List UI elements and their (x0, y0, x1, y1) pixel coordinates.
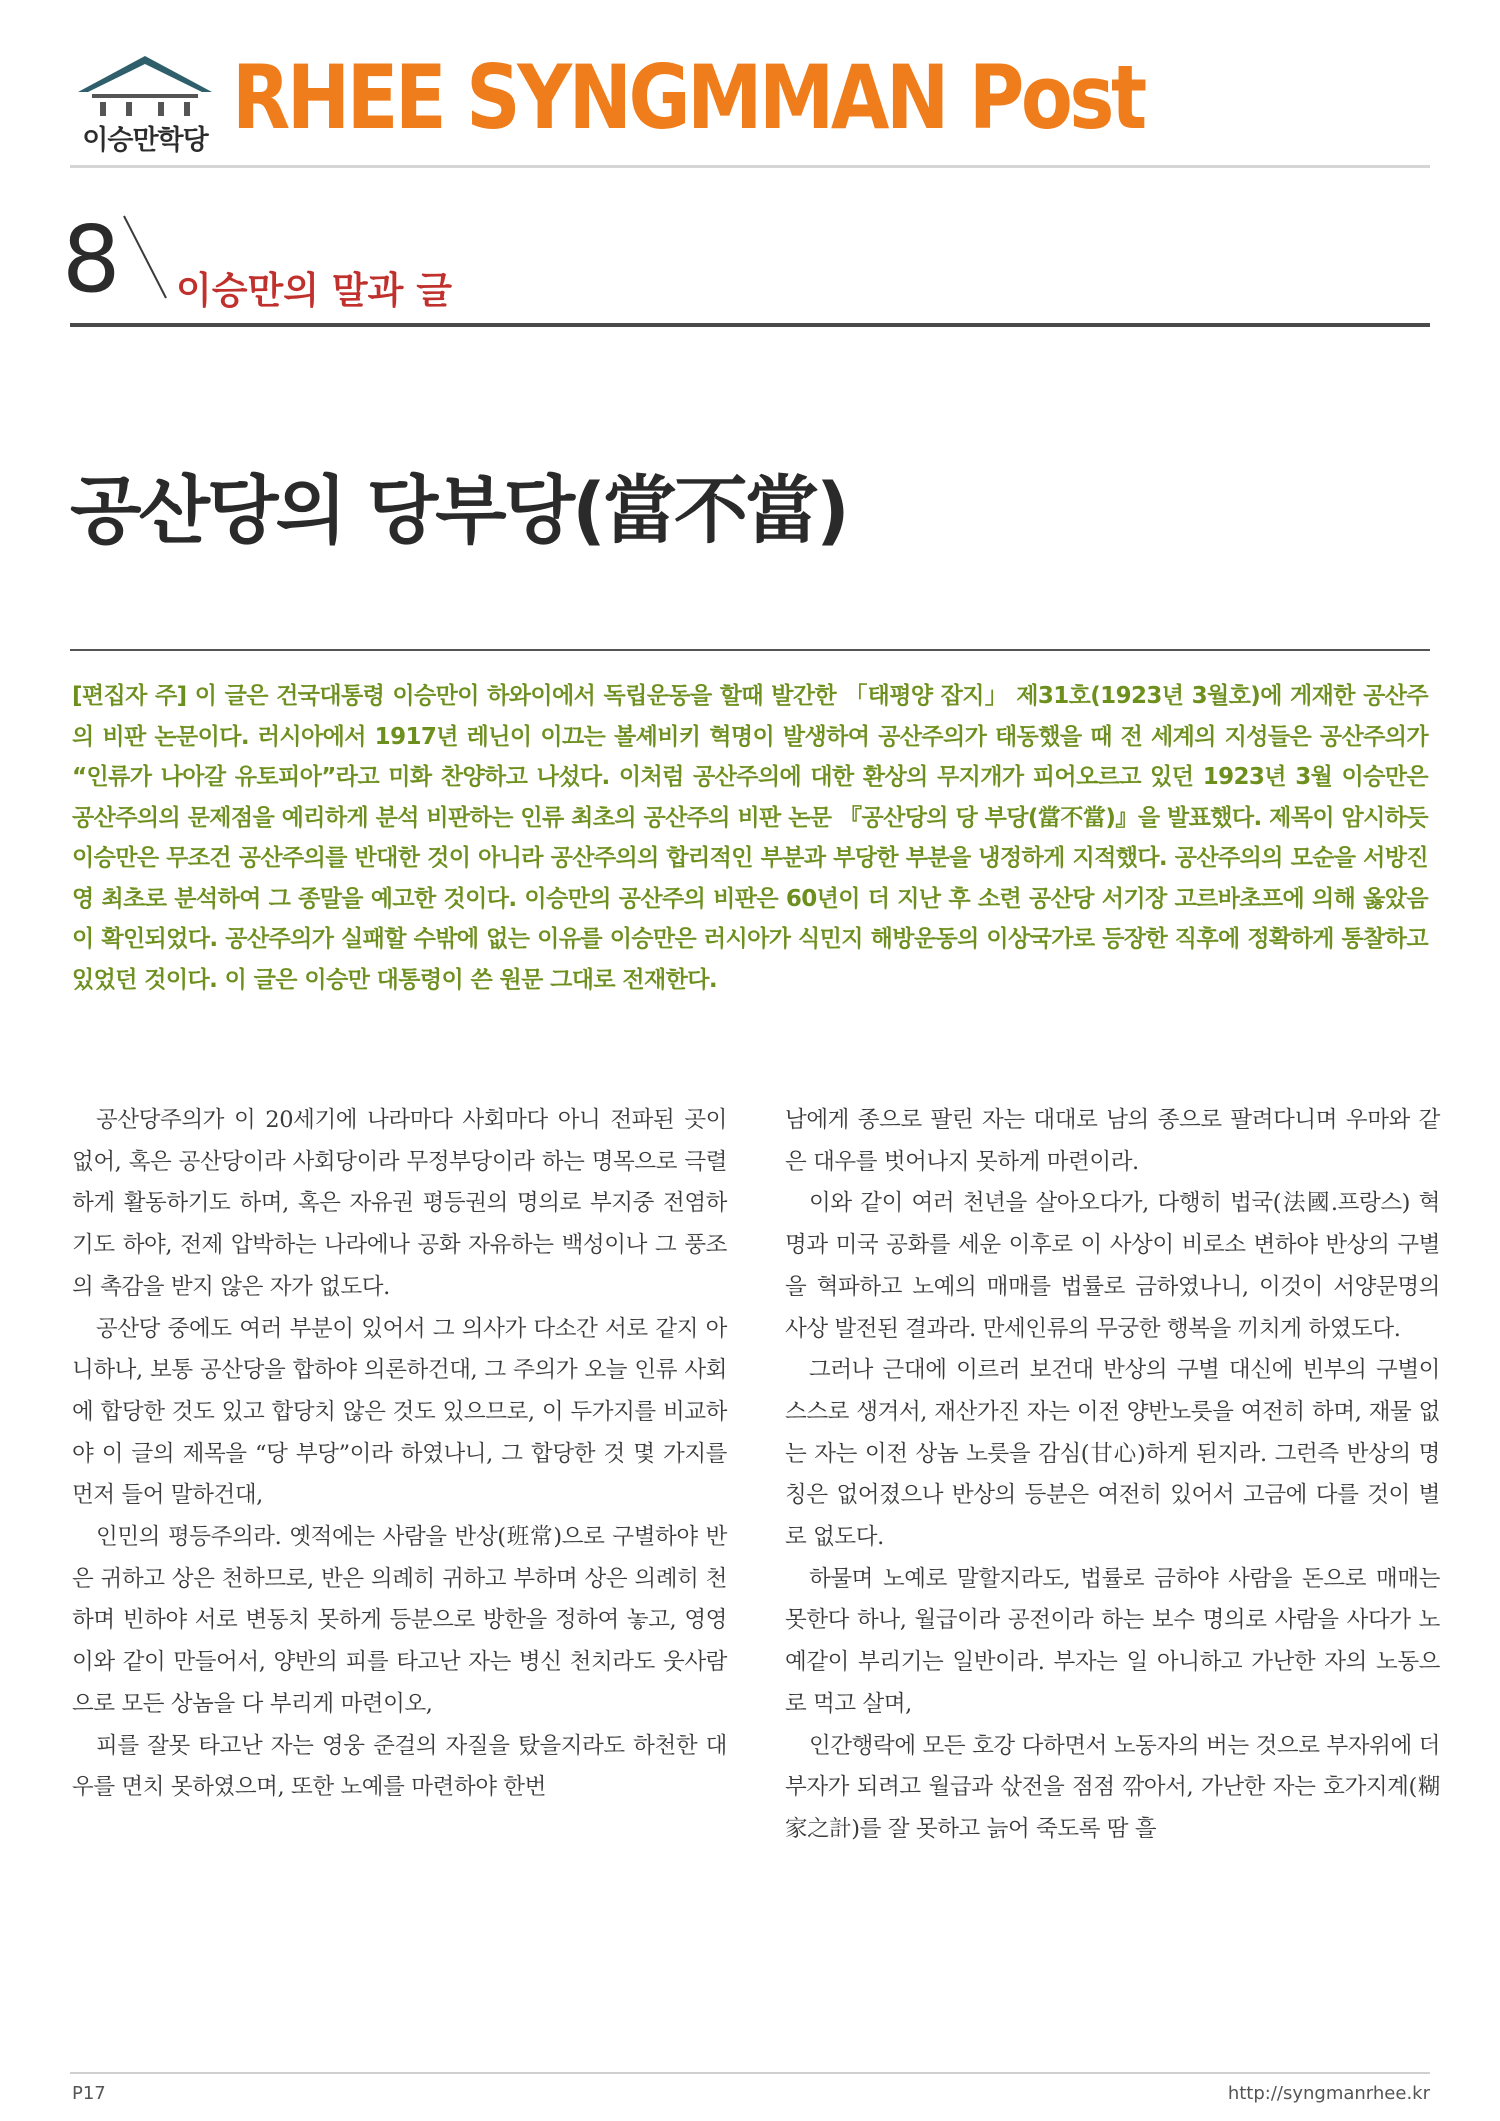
logo (70, 52, 220, 156)
slash-divider-icon (120, 212, 170, 302)
paragraph: 그러나 근대에 이르러 보건대 반상의 구별 대신에 빈부의 구별이 스스로 생겨서, 재산가진 자는 이전 양반노릇을 여전히 하며, 재물 없는 자는 이전 상놈 노릇을 감심(甘心)하게 된지라. 그런즉 반상의 명칭은 없어졌으나 반상의 등분은 여전히 있어서 고금에 다를 것이 별로 없도다. (785, 1357, 1440, 1551)
article-title: 공산당의 당부당(當不當) (70, 468, 847, 554)
logo-text: 이승만학당 (82, 125, 208, 156)
page-number: P17 (72, 2083, 106, 2104)
footer-divider (70, 2072, 1430, 2074)
title-divider (70, 649, 1430, 651)
editor-note: [편집자 주] 이 글은 건국대통령 이승만이 하와이에서 독립운동을 할때 발간한 「태평양 잡지」 제31호(1923년 3월호)에 게재한 공산주의 비판 논문이다. 러시아에서 1917년 레닌이 이끄는 볼셰비키 혁명이 발생하여 공산주의가 태동했을 때 전 세계의 지성들은 공산주의가 “인류가 나아갈 유토피아”라고 미화 찬양하고 나섰다. 이처럼 공산주의에 대한 환상의 무지개가 피어오르고 있던 1923년 3월 이승만은 공산주의의 문제점을 예리하게 분석 비판하는 인류 최초의 공산주의 비판 논문 『공산당의 당 부당(當不當)』을 발표했다. 제목이 암시하듯 이승만은 무조건 공산주의를 반대한 것이 아니라 공산주의의 합리적인 부분과 부당한 부분을 냉정하게 지적했다. 공산주의의 모순을 서방진영 최초로 분석하여 그 종말을 예고한 것이다. 이승만의 공산주의 비판은 60년이 더 지난 후 소련 공산당 서기장 고르바초프에 의해 옳았음이 확인되었다. 공산주의가 실패할 수밖에 없는 이유를 이승만은 러시아가 식민지 해방운동의 이상국가로 등장한 직후에 정확하게 통찰하고 있었던 것이다. 이 글은 이승만 대통령이 쓴 원문 그대로 전재한다. (72, 683, 1428, 993)
section-number: 8 (62, 206, 121, 313)
section-divider (70, 323, 1430, 327)
paragraph: 인민의 평등주의라. 옛적에는 사람을 반상(班常)으로 구별하야 반은 귀하고 상은 천하므로, 반은 의례히 귀하고 부하며 상은 의례히 천하며 빈하야 서로 변동치 못하게 등분으로 방한을 정하여 놓고, 영영 이와 같이 만들어서, 양반의 피를 타고난 자는 병신 천치라도 웃사람으로 모든 상놈을 다 부리게 마련이오, (72, 1524, 727, 1717)
paragraph: 이와 같이 여러 천년을 살아오다가, 다행히 법국(法國.프랑스) 혁명과 미국 공화를 세운 이후로 이 사상이 비로소 변하야 반상의 구별을 혁파하고 노예의 매매를 법률로 금하였나니, 이것이 서양문명의 사상 발전된 결과라. 만세인류의 무궁한 행복을 끼치게 하였도다. (785, 1190, 1440, 1342)
section-title: 이승만의 말과 글 (176, 269, 452, 312)
paragraph: 인간행락에 모든 호강 다하면서 노동자의 버는 것으로 부자위에 더 부자가 되려고 월급과 삯전을 점점 깎아서, 가난한 자는 호가지계(糊家之計)를 잘 못하고 늙어 죽도록 땀 흘 (785, 1732, 1440, 1842)
site-url: http://syngmanrhee.kr (1227, 2083, 1430, 2104)
header-divider (70, 165, 1430, 168)
paragraph: 하물며 노예로 말할지라도, 법률로 금하야 사람을 돈으로 매매는 못한다 하나, 월급이라 공전이라 하는 보수 명의로 사람을 사다가 노예같이 부리기는 일반이라. 부자는 일 아니하고 가난한 자의 노동으로 먹고 살며, (785, 1565, 1440, 1717)
house-logo-icon (70, 52, 220, 118)
body-column-left (72, 1100, 727, 1809)
masthead-title: RHEE SYNGMMAN Post (232, 46, 1144, 149)
paragraph: 공산당 중에도 여러 부분이 있어서 그 의사가 다소간 서로 같지 아니하나, 보통 공산당을 합하야 의론하건대, 그 주의가 오늘 인류 사회에 합당한 것도 있고 합당치 않은 것도 있으므로, 이 두가지를 비교하야 이 글의 제목을 “당 부당”이라 하였나니, 그 합당한 것 몇 가지를 먼저 들어 말하건대, (72, 1315, 727, 1509)
paragraph: 공산당주의가 이 20세기에 나라마다 사회마다 아니 전파된 곳이 없어, 혹은 공산당이라 사회당이라 무정부당이라 하는 명목으로 극렬하게 활동하기도 하며, 혹은 자유권 평등권의 명의로 부지중 전염하기도 하야, 전제 압박하는 나라에나 공화 자유하는 백성이나 그 풍조의 촉감을 받지 않은 자가 없도다. (72, 1107, 727, 1300)
paragraph: 피를 잘못 타고난 자는 영웅 준걸의 자질을 탔을지라도 하천한 대우를 면치 못하였으며, 또한 노예를 마련하야 한번 (72, 1732, 727, 1801)
paragraph: 남에게 종으로 팔린 자는 대대로 남의 종으로 팔려다니며 우마와 같은 대우를 벗어나지 못하게 마련이라. (785, 1107, 1440, 1175)
body-column-right (785, 1100, 1440, 1851)
